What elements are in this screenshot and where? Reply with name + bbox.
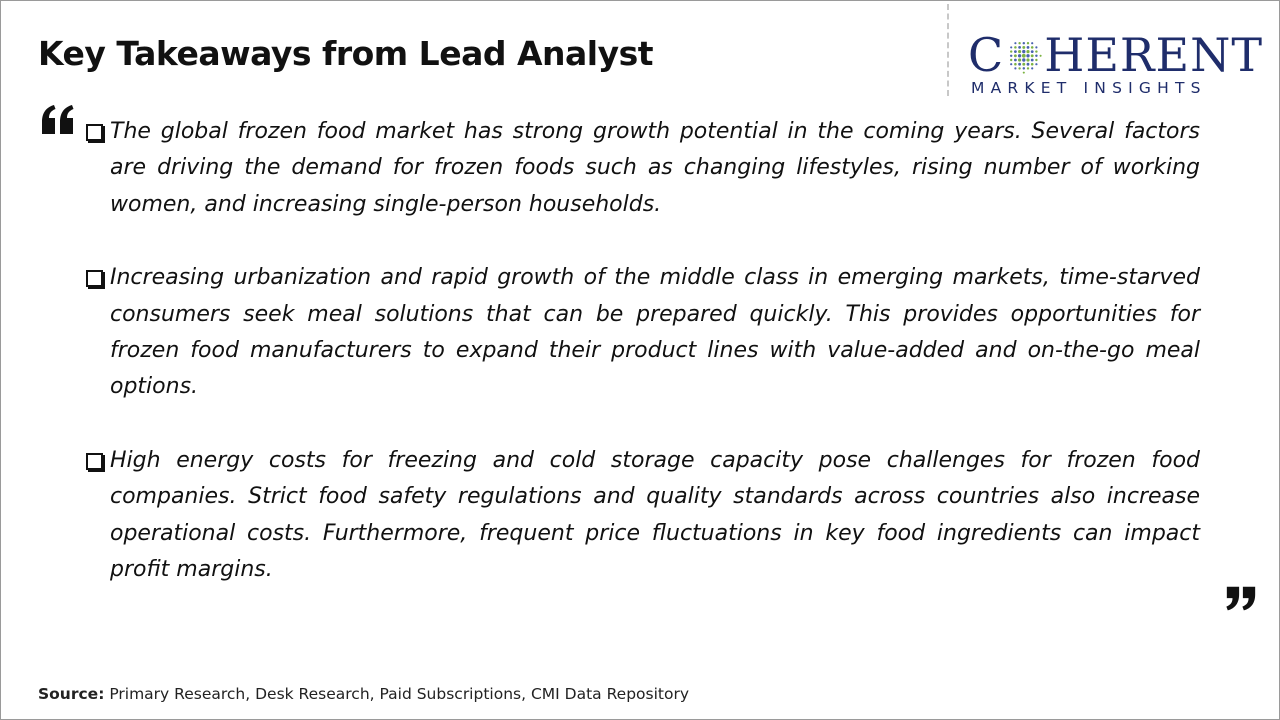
quote-open-icon xyxy=(40,104,76,136)
quote-close-icon xyxy=(1224,584,1258,616)
page-title: Key Takeaways from Lead Analyst xyxy=(38,34,653,73)
logo-letters-herent: HERENT xyxy=(1044,28,1264,82)
takeaway-item xyxy=(86,443,1200,589)
logo-subtitle: MARKET INSIGHTS xyxy=(971,79,1207,97)
logo-wordmark xyxy=(968,30,1263,80)
takeaway-item xyxy=(86,260,1200,406)
logo-divider xyxy=(947,4,949,96)
takeaways-list xyxy=(86,114,1200,625)
coherent-logo xyxy=(968,30,1264,100)
source-label: Source: xyxy=(38,685,105,703)
checkbox-bullet-icon xyxy=(86,453,103,470)
takeaway-item xyxy=(86,114,1200,223)
takeaway-text: High energy costs for freezing and cold storage capacity pose challenges for frozen food companies. Strict food safety regulations and quality standards across countries also increase operational costs. Furthermore, frequent price fluctuations in key food ingredients can impact profit margins. xyxy=(110,447,1200,583)
source-note xyxy=(38,685,689,703)
checkbox-bullet-icon xyxy=(86,270,103,287)
source-text: Primary Research, Desk Research, Paid Subscriptions, CMI Data Repository xyxy=(104,685,690,703)
takeaway-text: Increasing urbanization and rapid growth of the middle class in emerging markets, time-starved consumers seek meal solutions that can be prepared quickly. This provides opportunities for frozen food manufacturers to expand their product lines with value-added and on-the-go meal options. xyxy=(110,265,1200,400)
logo-letter-c: C xyxy=(968,28,1005,82)
checkbox-bullet-icon xyxy=(86,124,103,141)
takeaway-text: The global frozen food market has strong growth potential in the coming years. Several factors are driving the demand for frozen foods such as changing lifestyles, rising number of working women, and increasing single-person households. xyxy=(110,119,1200,217)
logo-dot-globe-icon xyxy=(1005,37,1043,75)
